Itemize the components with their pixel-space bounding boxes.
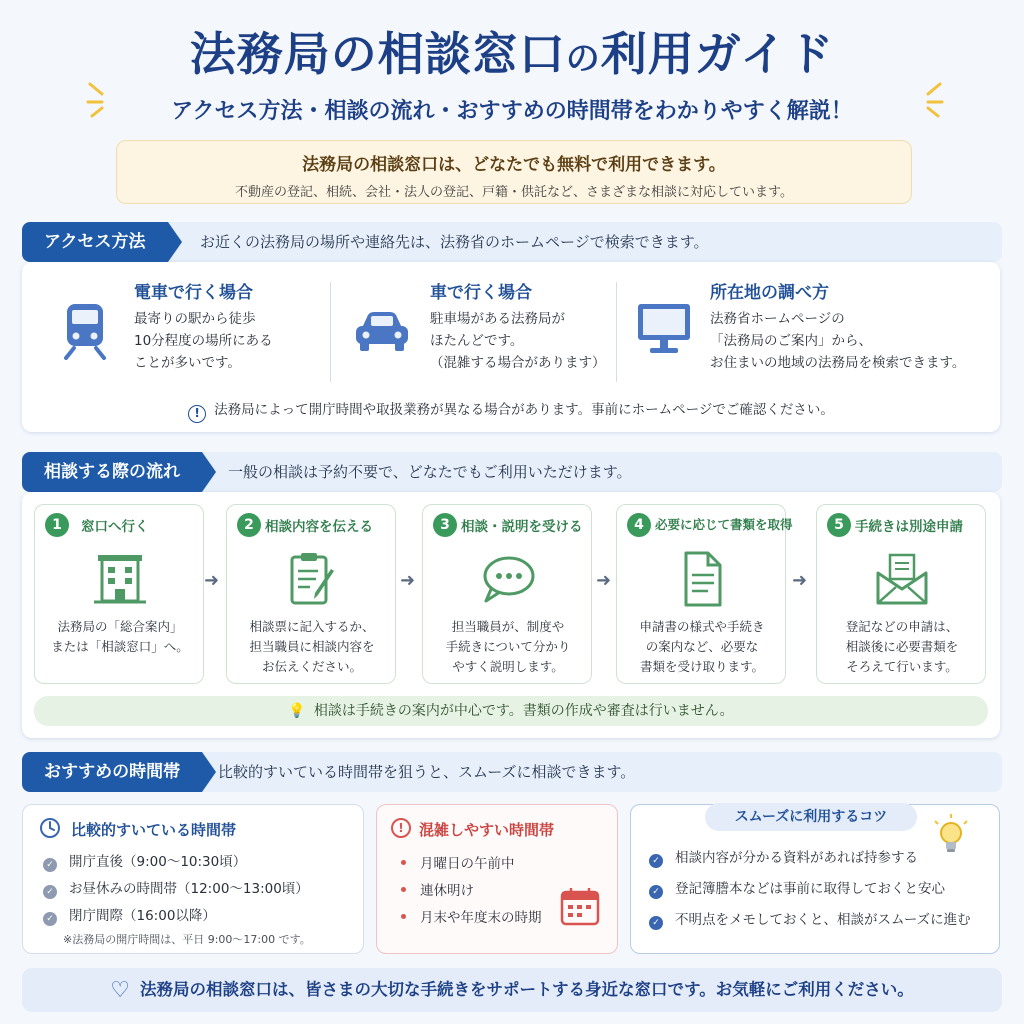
quiet-times-card xyxy=(22,804,364,954)
text-line: 法務局の「総合案内」 xyxy=(57,619,183,634)
step-title: 相談内容を伝える xyxy=(265,519,373,535)
quiet-times-list xyxy=(43,849,309,930)
access-note-text: 法務局によって開庁時間や取扱業務が異なる場合があります。事前にホームページでご確認ください。 xyxy=(214,402,834,418)
arrow-right-icon: ➜ xyxy=(792,570,808,591)
text-line: または「相談窓口」へ。 xyxy=(51,639,189,654)
opening-hours-note: ※法務局の開庁時間は、平日 9:00〜17:00 です。 xyxy=(63,933,311,946)
alert-icon: ! xyxy=(391,818,411,838)
step-desc xyxy=(227,617,397,677)
access-section-header xyxy=(22,222,1002,262)
footer-text: 法務局の相談窓口は、皆さまの大切な手続きをサポートする身近な窓口です。お気軽にご利用ください。 xyxy=(140,980,914,999)
list-item xyxy=(43,903,309,930)
access-heading-search: 所在地の調べ方 xyxy=(710,283,829,303)
item-text: 月曜日の午前中 xyxy=(420,856,515,872)
text-line: 駐車場がある法務局が xyxy=(430,311,565,327)
item-text: 相談内容が分かる資料があれば持参する xyxy=(675,850,918,866)
list-item xyxy=(43,876,309,903)
item-text: 不明点をメモしておくと、相談がスムーズに進む xyxy=(675,912,971,928)
step-number: 5 xyxy=(827,513,851,537)
check-icon: ✓ xyxy=(43,885,57,899)
flow-tip xyxy=(34,696,988,726)
arrow-right-icon: ➜ xyxy=(400,570,416,591)
free-notice xyxy=(116,140,912,204)
access-note xyxy=(22,398,1000,423)
heart-icon: ♡ xyxy=(110,978,131,1003)
flow-step-3 xyxy=(422,504,592,684)
step-number: 1 xyxy=(45,513,69,537)
flow-step-1 xyxy=(34,504,204,684)
text-line: 相談後に必要書類を xyxy=(845,639,959,654)
text-line: 「法務局のご案内」から、 xyxy=(710,333,872,349)
list-item xyxy=(43,849,309,876)
check-icon: ✓ xyxy=(649,916,663,930)
arrow-right-icon: ➜ xyxy=(204,570,220,591)
step-title: 窓口へ行く xyxy=(81,519,149,535)
item-text: 登記簿謄本などは事前に取得しておくと安心 xyxy=(675,881,945,897)
text-line: 10分程度の場所にある xyxy=(134,333,273,349)
list-item xyxy=(649,845,971,872)
footer-banner xyxy=(22,968,1002,1012)
text-line: ことが多いです。 xyxy=(134,355,241,371)
tips-list xyxy=(649,845,971,934)
clipboard-pen-icon xyxy=(282,549,342,609)
flow-desc: 一般の相談は予約不要で、どなたでもご利用いただけます。 xyxy=(228,463,632,481)
title-part1: 法務局の相談窓口 xyxy=(189,27,566,81)
check-icon: ✓ xyxy=(43,912,57,926)
tips-card xyxy=(630,804,1000,954)
text-line: そろえて行います。 xyxy=(846,659,958,674)
bullet-dot xyxy=(401,860,406,865)
text-line: 相談票に記入するか、 xyxy=(249,619,375,634)
busy-times-title: 混雑しやすい時間帯 xyxy=(419,821,555,839)
step-number: 4 xyxy=(627,513,651,537)
step-number: 2 xyxy=(237,513,261,537)
text-line: 最寄りの駅から徒歩 xyxy=(134,311,256,327)
title-part2: の xyxy=(565,39,601,79)
lightbulb-icon: 💡 xyxy=(288,703,306,719)
item-text: 開庁直後（9:00〜10:30頃） xyxy=(69,854,247,870)
divider xyxy=(616,282,617,382)
item-text: お昼休みの時間帯（12:00〜13:00頃） xyxy=(69,881,309,897)
text-line: ほたんどです。 xyxy=(430,333,524,349)
step-number: 3 xyxy=(433,513,457,537)
check-icon: ✓ xyxy=(43,858,57,872)
times-desc: 比較的すいている時間帯を狙うと、スムーズに相談できます。 xyxy=(218,763,636,781)
step-title: 相談・説明を受ける xyxy=(461,519,583,535)
times-tag: おすすめの時間帯 xyxy=(22,752,202,792)
info-icon: ! xyxy=(188,405,206,423)
text-line: 担当職員に相談内容を xyxy=(249,639,375,654)
page-title xyxy=(0,18,1024,84)
access-heading-car: 車で行く場合 xyxy=(430,283,532,303)
access-column-car xyxy=(332,262,622,382)
text-line: （混雑する場合があります） xyxy=(430,355,606,371)
item-text: 閉庁間際（16:00以降） xyxy=(69,908,216,924)
text-line: 申請書の様式や手続き xyxy=(639,619,765,634)
text-line: やすく説明します。 xyxy=(452,659,564,674)
list-item xyxy=(401,878,542,905)
list-item xyxy=(649,907,971,934)
arrow-right-icon: ➜ xyxy=(596,570,612,591)
divider xyxy=(330,282,331,382)
text-line: 書類を受け取ります。 xyxy=(639,659,764,674)
busy-times-card xyxy=(376,804,618,954)
quiet-times-title: 比較的すいている時間帯 xyxy=(71,821,237,839)
text-line: 登記などの申請は、 xyxy=(845,619,959,634)
item-text: 月末や年度末の時期 xyxy=(420,910,542,926)
flow-step-4 xyxy=(616,504,793,684)
flow-section-header xyxy=(22,452,1002,492)
text-line: お伝えください。 xyxy=(261,659,362,674)
access-text-search xyxy=(710,308,965,374)
tips-title: スムーズに利用するコツ xyxy=(705,803,917,831)
step-desc xyxy=(617,617,787,677)
access-text-car xyxy=(430,308,606,374)
flow-tip-text: 相談は手続きの案内が中心です。書類の作成や審査は行いません。 xyxy=(313,703,734,719)
text-line: お住まいの地域の法務局を検索できます。 xyxy=(710,355,966,371)
bullet-dot xyxy=(401,887,406,892)
access-card xyxy=(22,262,1000,432)
text-line: 手続きについて分かり xyxy=(445,639,571,654)
step-title: 必要に応じて書類を取得 xyxy=(655,517,793,532)
access-column-train xyxy=(22,262,332,382)
calendar-icon xyxy=(559,885,601,927)
train-icon xyxy=(62,302,108,360)
access-text-train xyxy=(134,308,273,374)
step-desc xyxy=(35,617,205,657)
busy-times-list xyxy=(401,851,542,932)
building-icon xyxy=(90,549,150,609)
envelope-icon xyxy=(872,549,932,609)
text-line: 担当職員が、制度や xyxy=(451,619,565,634)
list-item xyxy=(401,851,542,878)
access-heading-train: 電車で行く場合 xyxy=(134,283,253,303)
car-icon xyxy=(354,310,410,352)
notice-line2: 不動産の登記、相続、会社・法人の登記、戸籍・供託など、さまざまな相談に対応しています。 xyxy=(235,185,793,200)
step-desc xyxy=(817,617,987,677)
access-column-search xyxy=(618,262,1000,382)
item-text: 連休明け xyxy=(420,883,474,899)
access-desc: お近くの法務局の場所や連絡先は、法務省のホームページで検索できます。 xyxy=(200,233,709,251)
page-subtitle: アクセス方法・相談の流れ・おすすめの時間帯をわかりやすく解説！ xyxy=(171,99,853,124)
title-part3: 利用ガイド xyxy=(600,27,835,81)
flow-step-5 xyxy=(816,504,986,684)
list-item xyxy=(401,905,542,932)
flow-tag: 相談する際の流れ xyxy=(22,452,202,492)
check-icon: ✓ xyxy=(649,854,663,868)
check-icon: ✓ xyxy=(649,885,663,899)
document-icon xyxy=(672,549,732,609)
access-tag: アクセス方法 xyxy=(22,222,168,262)
chat-bubble-icon xyxy=(478,549,538,609)
times-section-header xyxy=(22,752,1002,792)
text-line: の案内など、必要な xyxy=(645,639,759,654)
monitor-icon xyxy=(636,302,692,356)
flow-step-2 xyxy=(226,504,396,684)
text-line: 法務省ホームページの xyxy=(710,311,845,327)
notice-line1: 法務局の相談窓口は、どなたでも無料で利用できます。 xyxy=(302,155,726,175)
clock-icon xyxy=(39,817,61,839)
list-item xyxy=(649,876,971,903)
step-desc xyxy=(423,617,593,677)
step-title: 手続きは別途申請 xyxy=(855,519,963,535)
bullet-dot xyxy=(401,914,406,919)
